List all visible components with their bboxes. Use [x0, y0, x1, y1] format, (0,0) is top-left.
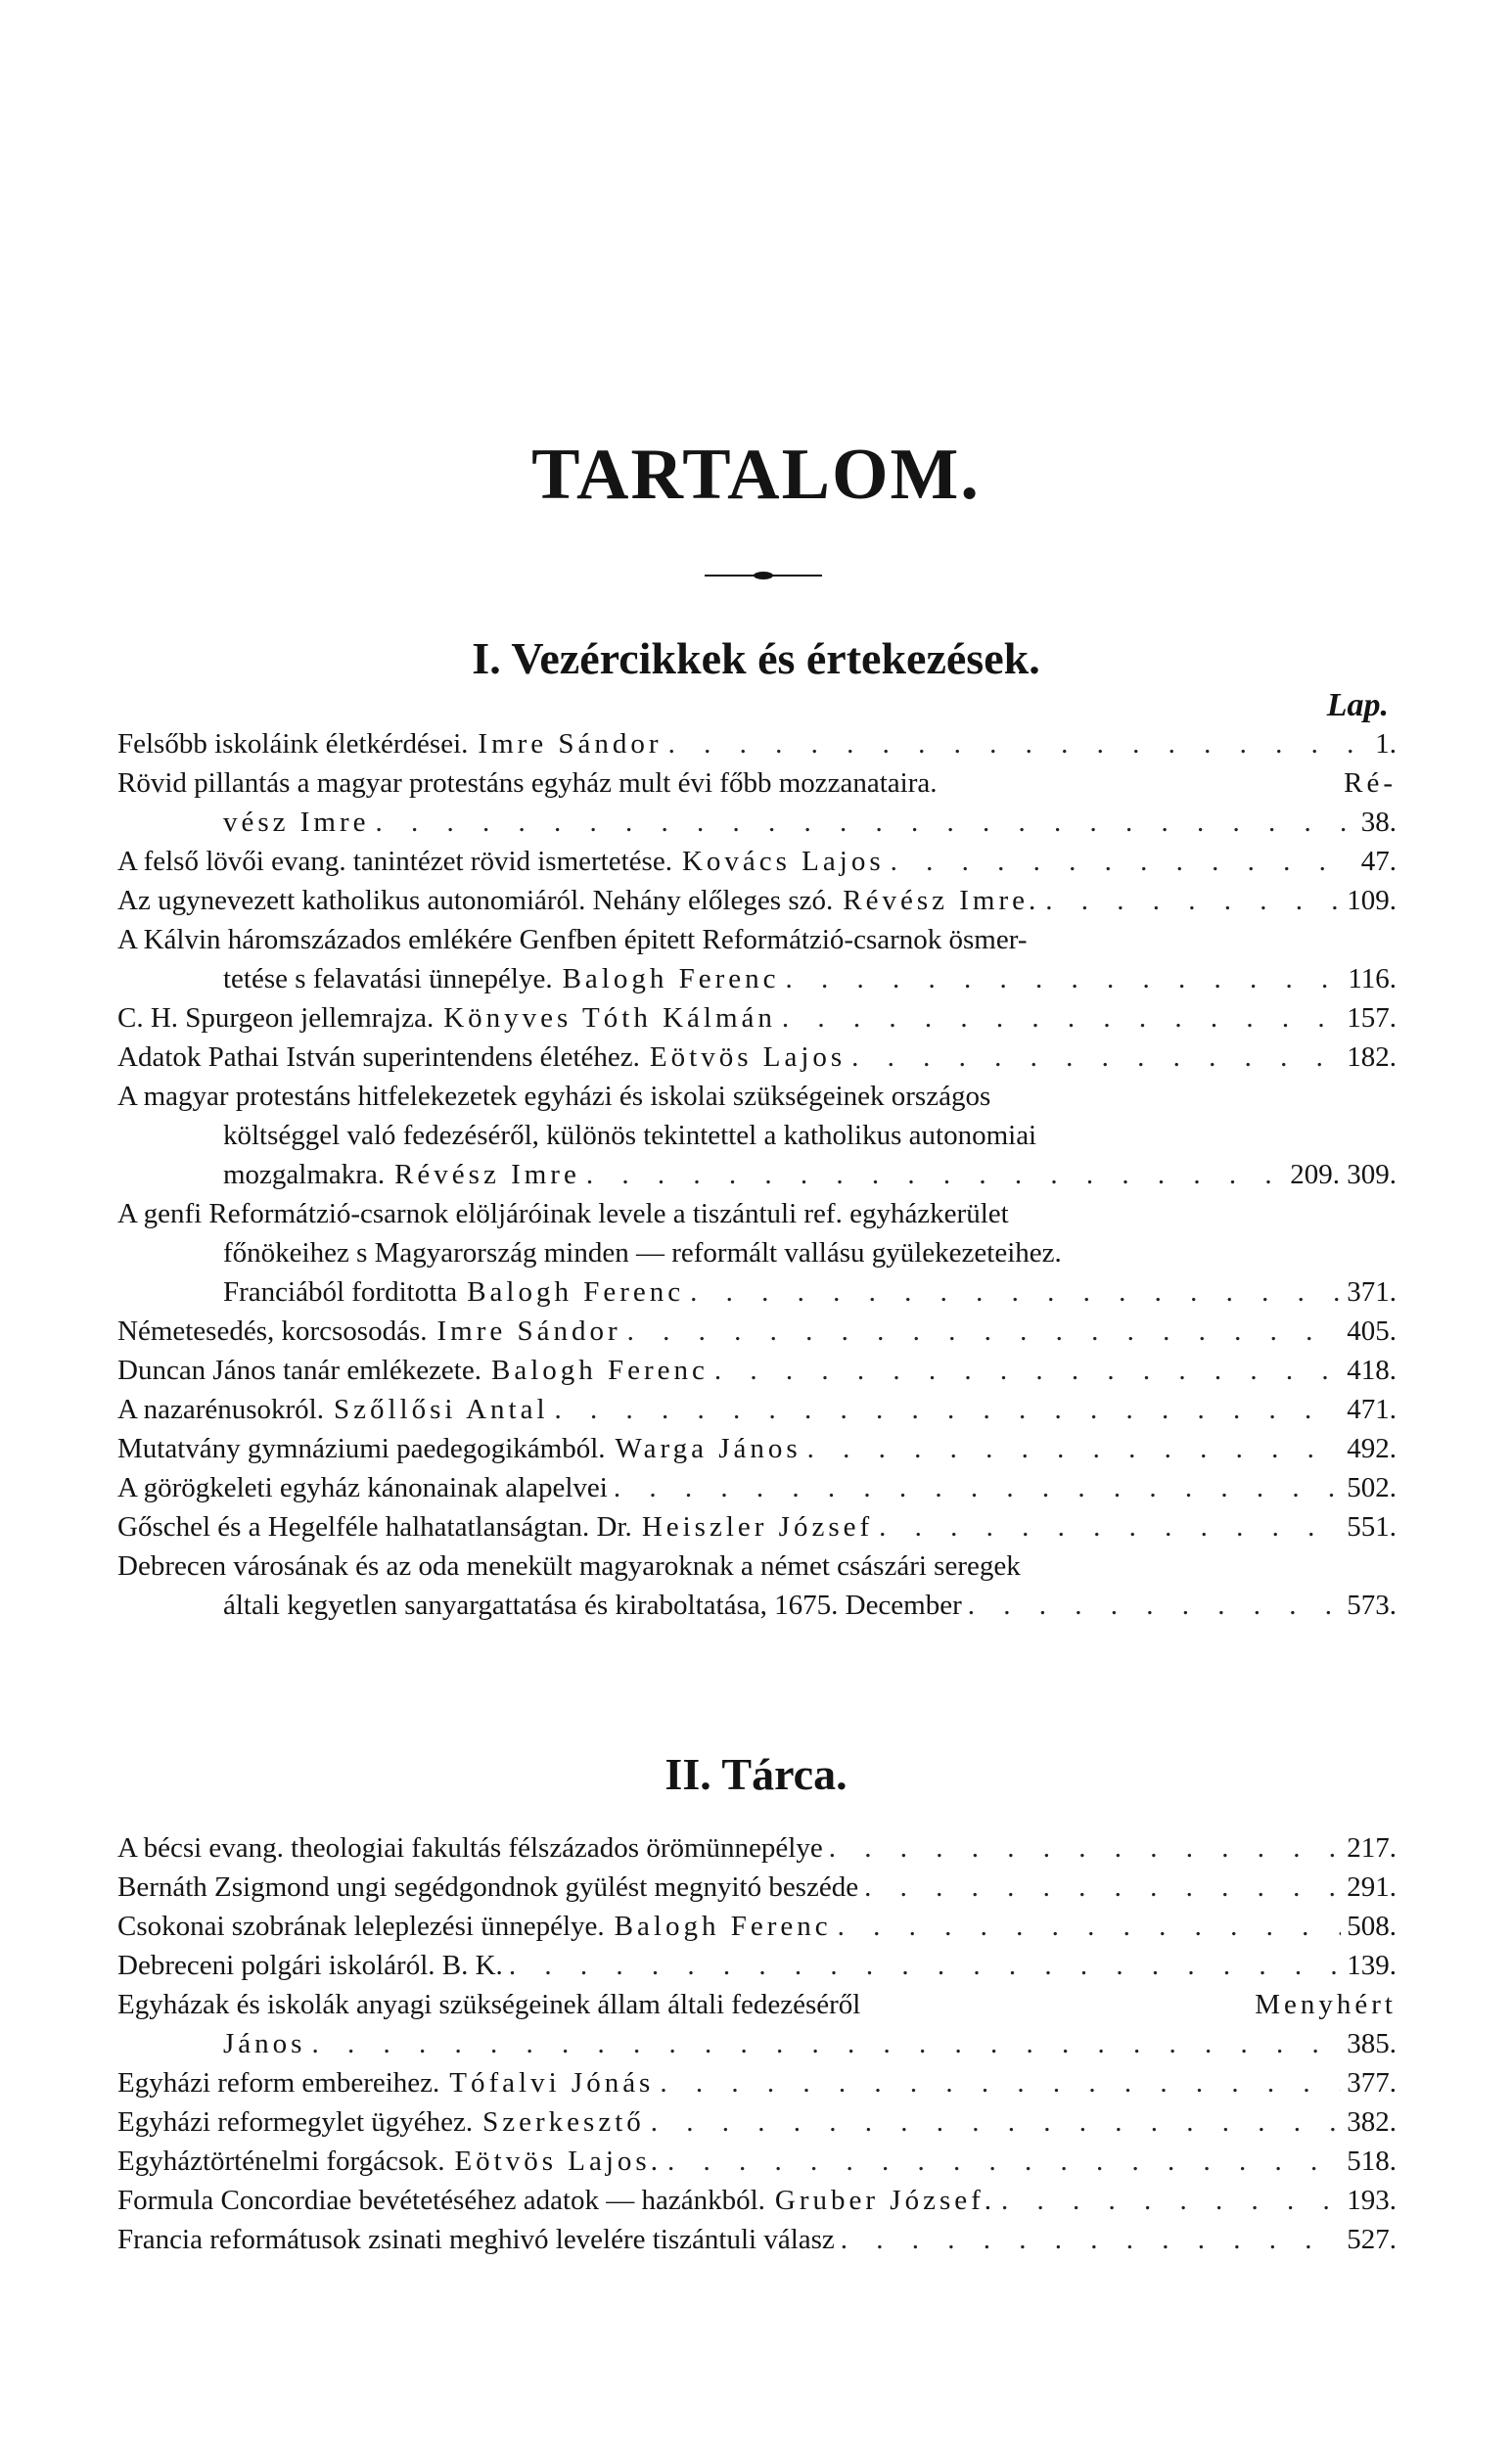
entry-title: Rövid pillantás a magyar protestáns egyház mult évi főbb mozzanataira. [117, 767, 938, 799]
dot-leader [667, 2142, 1341, 2181]
dot-leader [714, 1351, 1341, 1390]
toc-entry [117, 1946, 1397, 1985]
entry-author: Ré- [1344, 767, 1397, 799]
entry-author: Kovács Lajos [681, 846, 885, 877]
entry-title-continued: tetése s felavatási ünnepélye. [223, 963, 553, 994]
dot-leader [864, 1868, 1341, 1907]
entry-title: A felső lövői evang. tanintézet rövid ismertetése. [117, 846, 672, 877]
dot-leader [668, 724, 1370, 763]
entry-title: Francia reformátusok zsinati meghivó levelére tiszántuli válasz [117, 2224, 835, 2255]
entry-page: 109. [1347, 885, 1397, 916]
entry-title: A genfi Reformátzió-csarnok elöljáróinak levele a tiszántuli ref. egyházkerület [117, 1198, 1009, 1229]
entry-page: 385. [1347, 2028, 1397, 2059]
dot-leader [838, 1907, 1342, 1946]
toc-entry [117, 724, 1397, 763]
entry-title: A Kálvin háromszázados emlékére Genfben épitett Reformátzió-csarnok ösmer- [117, 924, 1028, 955]
entry-title: Egyházak és iskolák anyagi szükségeinek állam általi fedezéséről [117, 1989, 861, 2020]
entry-page: 405. [1347, 1316, 1397, 1347]
entry-author: Eötvös Lajos. [454, 2146, 662, 2177]
entry-title: Mutatvány gymnáziumi paedegogikámból. [117, 1433, 606, 1464]
toc-entry [117, 2181, 1397, 2220]
dot-leader [829, 1828, 1342, 1868]
entry-page: 502. [1347, 1472, 1397, 1503]
entry-author: Balogh Ferenc [491, 1355, 709, 1386]
page-column-label: Lap. [1326, 687, 1389, 723]
entry-title: A nazarénusokról. [117, 1394, 324, 1425]
entry-page: 573. [1347, 1590, 1397, 1621]
entry-author: Balogh Ferenc [562, 963, 780, 994]
toc-entry [117, 1429, 1397, 1468]
entry-page: 139. [1347, 1950, 1397, 1981]
toc-entry [117, 1077, 1397, 1194]
entry-title: Bernáth Zsigmond ungi segédgondnok gyülést megnyitó beszéde [117, 1871, 859, 1903]
entry-page: 182. [1347, 1041, 1397, 1073]
entry-title: Debreceni polgári iskoláról. B. K. [117, 1950, 503, 1981]
dot-leader [968, 1586, 1341, 1625]
entry-title: Németesedés, korcsosodás. [117, 1316, 428, 1347]
entry-page: 209. 309. [1290, 1159, 1397, 1190]
title-ornament [705, 570, 822, 581]
entry-page: 418. [1347, 1355, 1397, 1386]
toc-entry [117, 1194, 1397, 1312]
entry-author: Imre Sándor [436, 1316, 621, 1347]
toc-entry [117, 1351, 1397, 1390]
toc-entry [117, 1547, 1397, 1625]
entry-page: 217. [1347, 1832, 1397, 1864]
toc-section-2 [117, 1828, 1397, 2259]
entry-author: Könyves Tóth Kálmán [443, 1002, 776, 1034]
entry-title: Egyháztörténelmi forgácsok. [117, 2146, 445, 2177]
toc-entry [117, 842, 1397, 881]
dot-leader [614, 1468, 1341, 1507]
toc-section-1 [117, 724, 1397, 1625]
toc-entry [117, 998, 1397, 1038]
entry-author: Tófalvi Jónás [449, 2067, 655, 2099]
toc-entry [117, 1828, 1397, 1868]
entry-title-continued: főnökeihez s Magyarország minden — reformált vallásu gyülekezeteihez. [223, 1237, 1062, 1269]
entry-author: Révész Imre. [843, 885, 1040, 916]
dot-leader [786, 959, 1343, 998]
entry-page: 382. [1347, 2106, 1397, 2138]
entry-page: 377. [1347, 2067, 1397, 2099]
entry-author: Gruber József. [774, 2185, 996, 2216]
entry-title: Gőschel és a Hegelféle halhatatlanságtan. Dr. [117, 1511, 632, 1543]
entry-title: Formula Concordiae bevétetéséhez adatok — hazánkból. [117, 2185, 765, 2216]
toc-entry [117, 2142, 1397, 2181]
dot-leader [651, 2102, 1341, 2142]
entry-author: Menyhért [1255, 1989, 1397, 2020]
dot-leader [509, 1946, 1341, 1985]
entry-author: Balogh Ferenc [467, 1276, 685, 1308]
toc-entry [117, 763, 1397, 842]
entry-title: C. H. Spurgeon jellemrajza. [117, 1002, 435, 1034]
entry-title-continued: Franciából forditotta [223, 1276, 458, 1308]
entry-page: 492. [1347, 1433, 1397, 1464]
dot-leader [690, 1272, 1341, 1312]
page-title: TARTALOM. [531, 435, 981, 515]
entry-title-continued: mozgalmakra. [223, 1159, 386, 1190]
dot-leader [660, 2063, 1341, 2102]
entry-page: 193. [1347, 2185, 1397, 2216]
entry-author: vész Imre [223, 807, 370, 838]
entry-page: 371. [1347, 1276, 1397, 1308]
entry-author: Szőllősi Antal [334, 1394, 549, 1425]
dot-leader [782, 998, 1341, 1038]
entry-title: Egyházi reformegylet ügyéhez. [117, 2106, 474, 2138]
entry-title: Egyházi reform embereihez. [117, 2067, 440, 2099]
toc-entry [117, 1985, 1397, 2063]
entry-page: 1. [1375, 728, 1397, 760]
entry-page: 527. [1347, 2224, 1397, 2255]
entry-author: Eötvös Lajos [649, 1041, 847, 1073]
entry-page: 291. [1347, 1871, 1397, 1903]
entry-author: Szerkesztő [482, 2106, 645, 2138]
entry-author: Heiszler József [641, 1511, 874, 1543]
section-heading-1: I. Vezércikkek és értekezések. [472, 633, 1040, 683]
entry-title-continued: költséggel való fedezéséről, különös tekintettel a katholikus autonomiai [223, 1120, 1037, 1151]
dot-leader [1001, 2181, 1341, 2220]
toc-entry [117, 1468, 1397, 1507]
entry-page: 47. [1360, 846, 1397, 877]
dot-leader [311, 2024, 1341, 2063]
entry-title: Debrecen városának és az oda menekült magyaroknak a német császári seregek [117, 1550, 1021, 1582]
entry-title: A bécsi evang. theologiai fakultás félszázados örömünnepélye [117, 1832, 823, 1864]
entry-title: Adatok Pathai István superintendens életéhez. [117, 1041, 640, 1073]
entry-title: Az ugynevezett katholikus autonomiáról. Nehány előleges szó. [117, 885, 834, 916]
toc-entry [117, 1868, 1397, 1907]
entry-page: 157. [1347, 1002, 1397, 1034]
dot-leader [851, 1038, 1341, 1077]
dot-leader [586, 1155, 1284, 1194]
entry-author: Balogh Ferenc [614, 1911, 832, 1942]
entry-title: A magyar protestáns hitfelekezetek egyházi és iskolai szükségeinek országos [117, 1081, 991, 1112]
entry-page: 38. [1360, 807, 1397, 838]
toc-entry [117, 1507, 1397, 1547]
section-heading-2: II. Tárca. [664, 1749, 848, 1799]
entry-author: Révész Imre [394, 1159, 580, 1190]
entry-page: 471. [1347, 1394, 1397, 1425]
dot-leader [891, 842, 1355, 881]
entry-page: 116. [1348, 963, 1397, 994]
toc-entry [117, 881, 1397, 920]
entry-page: 551. [1347, 1511, 1397, 1543]
entry-title: Duncan János tanár emlékezete. [117, 1355, 481, 1386]
toc-entry [117, 1312, 1397, 1351]
dot-leader [627, 1312, 1342, 1351]
dot-leader [1045, 881, 1341, 920]
dot-leader [879, 1507, 1341, 1547]
dot-leader [807, 1429, 1342, 1468]
dot-leader [555, 1390, 1342, 1429]
entry-title: Felsőbb iskoláink életkérdései. [117, 728, 469, 760]
toc-entry [117, 2220, 1397, 2259]
entry-author: Warga János [615, 1433, 802, 1464]
entry-page: 518. [1347, 2146, 1397, 2177]
toc-entry [117, 1907, 1397, 1946]
entry-page: 508. [1347, 1911, 1397, 1942]
toc-entry [117, 1038, 1397, 1077]
toc-entry [117, 1390, 1397, 1429]
dot-leader [841, 2220, 1341, 2259]
toc-entry [117, 2102, 1397, 2142]
entry-author: János [223, 2028, 306, 2059]
toc-entry [117, 2063, 1397, 2102]
entry-title-continued: általi kegyetlen sanyargattatása és kiraboltatása, 1675. December [223, 1590, 962, 1621]
entry-title: A görögkeleti egyház kánonainak alapelvei [117, 1472, 608, 1503]
dot-leader [376, 803, 1355, 842]
entry-author: Imre Sándor [478, 728, 663, 760]
toc-entry [117, 920, 1397, 998]
entry-title: Csokonai szobrának leleplezési ünnepélye. [117, 1911, 605, 1942]
